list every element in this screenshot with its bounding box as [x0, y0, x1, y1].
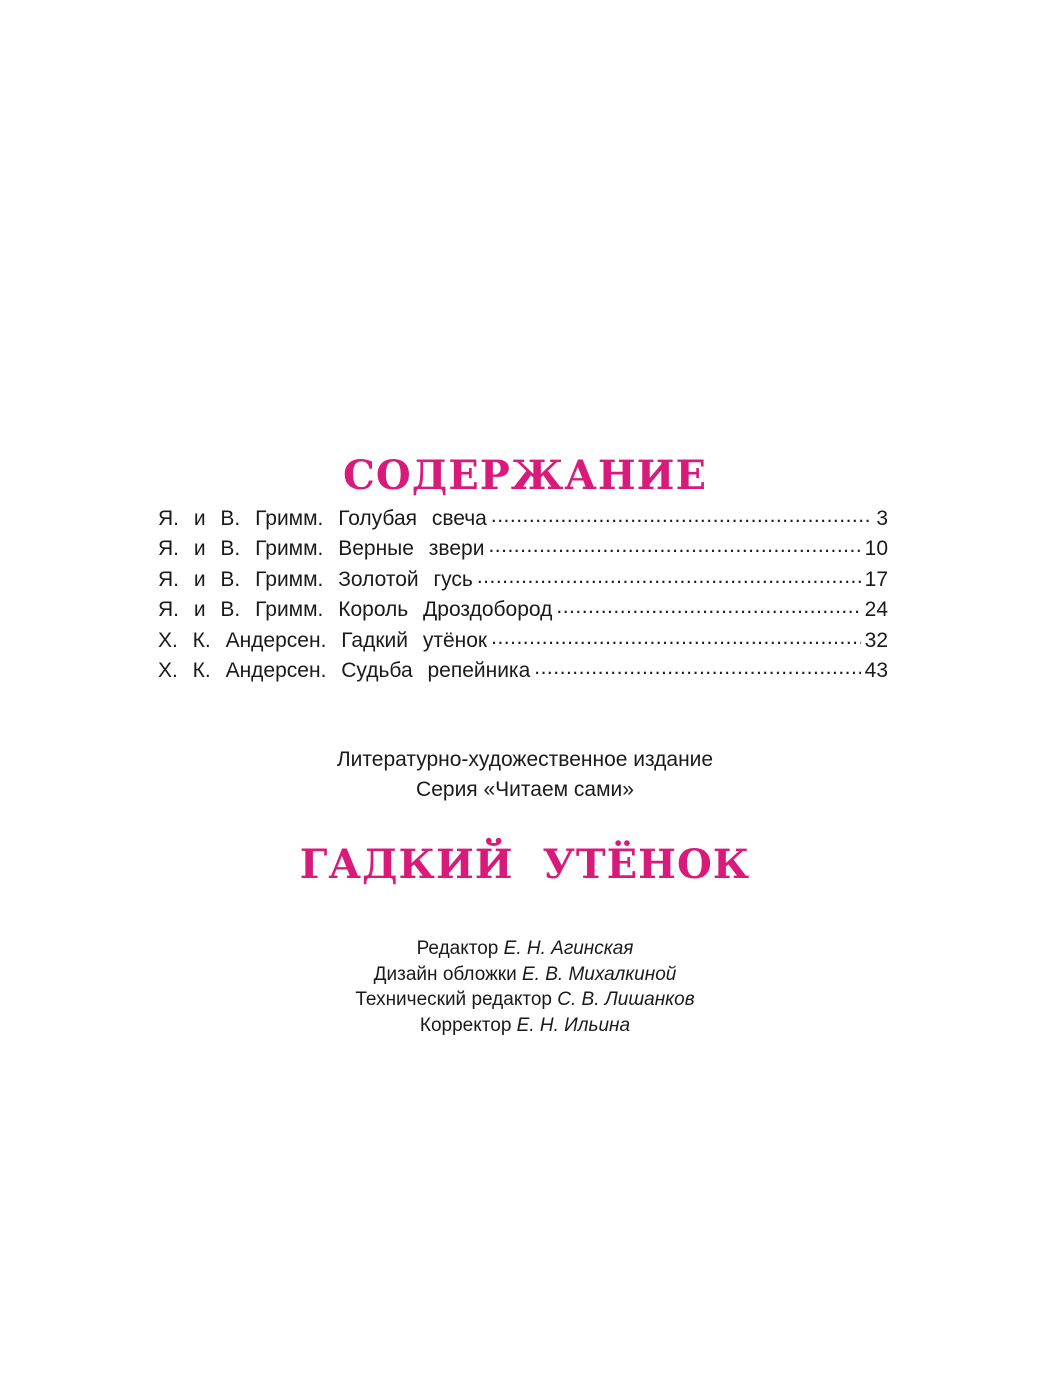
credit-line: [0, 962, 1050, 988]
book-title: ГАДКИЙ УТЁНОК: [299, 841, 751, 888]
toc-entry: [158, 595, 888, 625]
toc-entry: [158, 656, 888, 686]
toc-entry-page: 10: [864, 537, 888, 561]
table-of-contents: [158, 504, 888, 686]
toc-leader-dots: [488, 537, 860, 555]
toc-leader-dots: [534, 659, 860, 677]
toc-entry-text: Я. и В. Гримм. Король Дроздобород: [158, 598, 553, 622]
toc-leader-dots: [477, 568, 861, 586]
toc-entry: [158, 534, 888, 564]
toc-entry-text: Я. и В. Гримм. Золотой гусь: [158, 567, 473, 591]
toc-entry-page: 32: [864, 628, 888, 652]
toc-entry: [158, 504, 888, 534]
toc-leader-dots: [491, 629, 861, 647]
toc-entry-page: 43: [864, 658, 888, 682]
toc-entry: [158, 626, 888, 656]
toc-entry: [158, 565, 888, 595]
contents-title: СОДЕРЖАНИЕ: [343, 452, 707, 499]
toc-entry-text: Х. К. Андерсен. Гадкий утёнок: [158, 628, 488, 652]
toc-entry-page: 17: [864, 567, 888, 591]
credit-name: Е. В. Михалкиной: [521, 963, 677, 985]
credit-line: [0, 987, 1050, 1013]
imprint-block: [0, 745, 1050, 805]
credit-role: Технический редактор: [355, 989, 552, 1011]
toc-leader-dots: [556, 598, 860, 616]
credit-line: [0, 936, 1050, 962]
toc-entry-text: Я. и В. Гримм. Голубая свеча: [158, 507, 487, 530]
toc-entry-page: 24: [864, 598, 888, 622]
credits-block: [0, 936, 1050, 1038]
toc-entry-text: Я. и В. Гримм. Верные звери: [158, 537, 485, 561]
credit-name: С. В. Лишанков: [557, 989, 695, 1011]
credit-name: Е. Н. Ильина: [516, 1014, 631, 1036]
edition-type: Литературно-художественное издание: [336, 748, 714, 771]
credit-role: Корректор: [419, 1014, 512, 1036]
series-line: Серия «Читаем сами»: [416, 778, 634, 801]
toc-entry-text: Х. К. Андерсен. Судьба репейника: [158, 658, 531, 682]
credit-line: [0, 1013, 1050, 1039]
toc-leader-dots: [491, 507, 872, 525]
toc-entry-page: 3: [876, 507, 888, 530]
credit-name: Е. Н. Агинская: [503, 938, 634, 959]
credit-role: Редактор: [416, 938, 499, 959]
credit-role: Дизайн обложки: [373, 963, 517, 985]
